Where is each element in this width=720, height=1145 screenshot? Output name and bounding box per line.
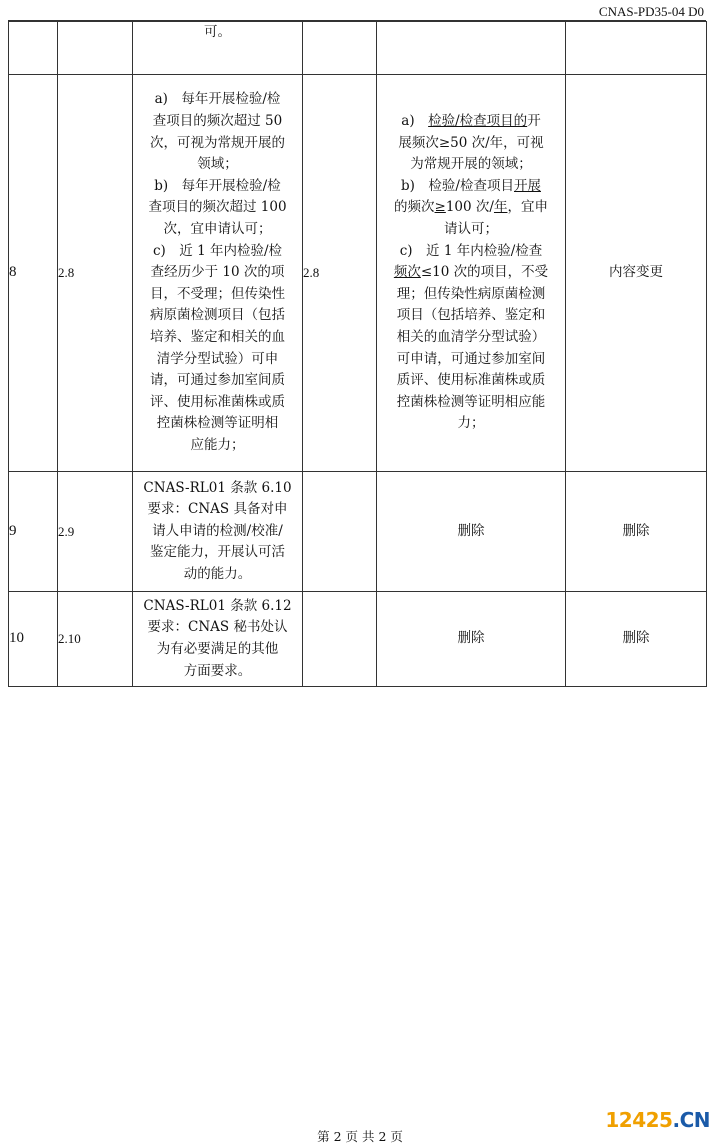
cell-remark: 内容变更 bbox=[566, 75, 707, 472]
doc-code: CNAS-PD35-04 D0 bbox=[598, 4, 704, 19]
cell-no bbox=[9, 22, 58, 75]
revised-fragment: b) 检验/检查项目 bbox=[401, 177, 514, 194]
revised-fragment: ，宜申 bbox=[507, 199, 548, 216]
cell-new-clause bbox=[303, 472, 377, 592]
revised-line bbox=[377, 111, 565, 133]
original-line: 查经历少于 10 次的项 bbox=[150, 264, 285, 281]
cell-original bbox=[133, 592, 303, 687]
cell-no: 10 bbox=[9, 592, 58, 687]
revised-line: 相关的血清学分型试验） bbox=[396, 328, 546, 345]
underlined-change: 检验/检查项目的 bbox=[428, 113, 528, 130]
cell-clause: 2.8 bbox=[58, 75, 133, 472]
original-line: 可。 bbox=[204, 24, 231, 40]
revised-fragment: 开 bbox=[527, 113, 541, 130]
original-line: 病原菌检测项目（包括 bbox=[150, 307, 285, 324]
revised-line: 理；但传染性病原菌检测 bbox=[396, 285, 546, 302]
original-line: CNAS-RL01 条款 6.10 bbox=[143, 479, 292, 496]
revised-line: 质评、使用标准菌株或质 bbox=[396, 372, 546, 389]
underlined-change: 频次 bbox=[393, 264, 421, 281]
underlined-change: ≥ bbox=[434, 199, 446, 216]
original-line: 请，可通过参加室间质 bbox=[150, 372, 285, 389]
cell-no: 8 bbox=[9, 75, 58, 472]
original-line: 查项目的频次超过 50 bbox=[152, 113, 283, 130]
original-line: 请人申请的检测/校准/ bbox=[152, 522, 283, 539]
revised-line: 项目（包括培养、鉴定和 bbox=[396, 307, 546, 324]
cell-revised bbox=[377, 22, 566, 75]
cell-remark: 删除 bbox=[566, 472, 707, 592]
original-line: 要求：CNAS 具备对申 bbox=[147, 501, 288, 518]
revised-line bbox=[377, 262, 565, 284]
revised-fragment: 100 次/ bbox=[445, 199, 494, 216]
cell-revised bbox=[377, 75, 566, 472]
revised-line: c) 近 1 年内检验/检查 bbox=[399, 242, 543, 259]
original-line: 次，宜申请认可； bbox=[163, 221, 272, 238]
watermark-domain: .CN bbox=[672, 1108, 710, 1132]
revised-fragment: a) bbox=[401, 113, 429, 130]
original-line: CNAS-RL01 条款 6.12 bbox=[143, 597, 292, 614]
table-row-9 bbox=[9, 472, 707, 592]
revised-line bbox=[377, 176, 565, 198]
cell-new-clause bbox=[303, 22, 377, 75]
cell-clause bbox=[58, 22, 133, 75]
cell-remark: 删除 bbox=[566, 592, 707, 687]
revised-line: 为常规开展的领域； bbox=[410, 156, 532, 173]
original-line: c) 近 1 年内检验/检 bbox=[152, 242, 283, 259]
revised-line bbox=[377, 197, 565, 219]
original-line: 控菌株检测等证明相 bbox=[156, 415, 279, 432]
original-line: 为有必要满足的其他 bbox=[156, 641, 279, 657]
original-line: a) 每年开展检验/检 bbox=[154, 91, 281, 108]
revised-fragment: ≤10 次的项目，不受 bbox=[420, 264, 549, 281]
original-line: 要求：CNAS 秘书处认 bbox=[147, 619, 288, 636]
original-line: b) 每年开展检验/检 bbox=[154, 177, 281, 194]
continuation-row bbox=[9, 22, 707, 75]
original-line: 应能力； bbox=[190, 436, 245, 453]
revised-line: 请认可； bbox=[444, 221, 498, 238]
comparison-table bbox=[8, 21, 707, 687]
cell-revised: 删除 bbox=[377, 592, 566, 687]
original-line: 领域； bbox=[197, 156, 238, 173]
revised-line: 可申请，可通过参加室间 bbox=[396, 350, 546, 367]
cell-revised: 删除 bbox=[377, 472, 566, 592]
original-line: 方面要求。 bbox=[183, 662, 252, 679]
original-line: 动的能力。 bbox=[183, 565, 252, 582]
underlined-change: 年 bbox=[493, 199, 508, 216]
cell-remark bbox=[566, 22, 707, 75]
original-line: 查项目的频次超过 100 bbox=[148, 199, 287, 216]
table-row-8 bbox=[9, 75, 707, 472]
cell-new-clause: 2.8 bbox=[303, 75, 377, 472]
revised-line: 力； bbox=[457, 415, 485, 432]
page-number: 第 2 页 共 2 页 bbox=[317, 1129, 403, 1144]
cell-clause: 2.9 bbox=[58, 472, 133, 592]
cell-clause: 2.10 bbox=[58, 592, 133, 687]
cell-original bbox=[133, 22, 303, 75]
cell-original bbox=[133, 75, 303, 472]
underlined-change: 开展 bbox=[513, 177, 541, 194]
cell-new-clause bbox=[303, 592, 377, 687]
original-line: 评、使用标准菌株或质 bbox=[150, 393, 285, 410]
watermark-number: 12425 bbox=[605, 1108, 673, 1132]
original-line: 培养、鉴定和相关的血 bbox=[150, 328, 285, 345]
original-line: 次，可视为常规开展的 bbox=[150, 134, 285, 151]
revised-line: 控菌株检测等证明相应能 bbox=[396, 393, 546, 410]
cell-original bbox=[133, 472, 303, 592]
table-row-10 bbox=[9, 592, 707, 687]
revised-line: 展频次≥50 次/年，可视 bbox=[398, 134, 544, 151]
cell-no: 9 bbox=[9, 472, 58, 592]
original-line: 鉴定能力，开展认可活 bbox=[150, 544, 285, 561]
original-line: 清学分型试验）可申 bbox=[156, 350, 279, 367]
original-line: 目，不受理；但传染性 bbox=[150, 285, 285, 302]
revised-fragment: 的频次 bbox=[394, 199, 435, 216]
